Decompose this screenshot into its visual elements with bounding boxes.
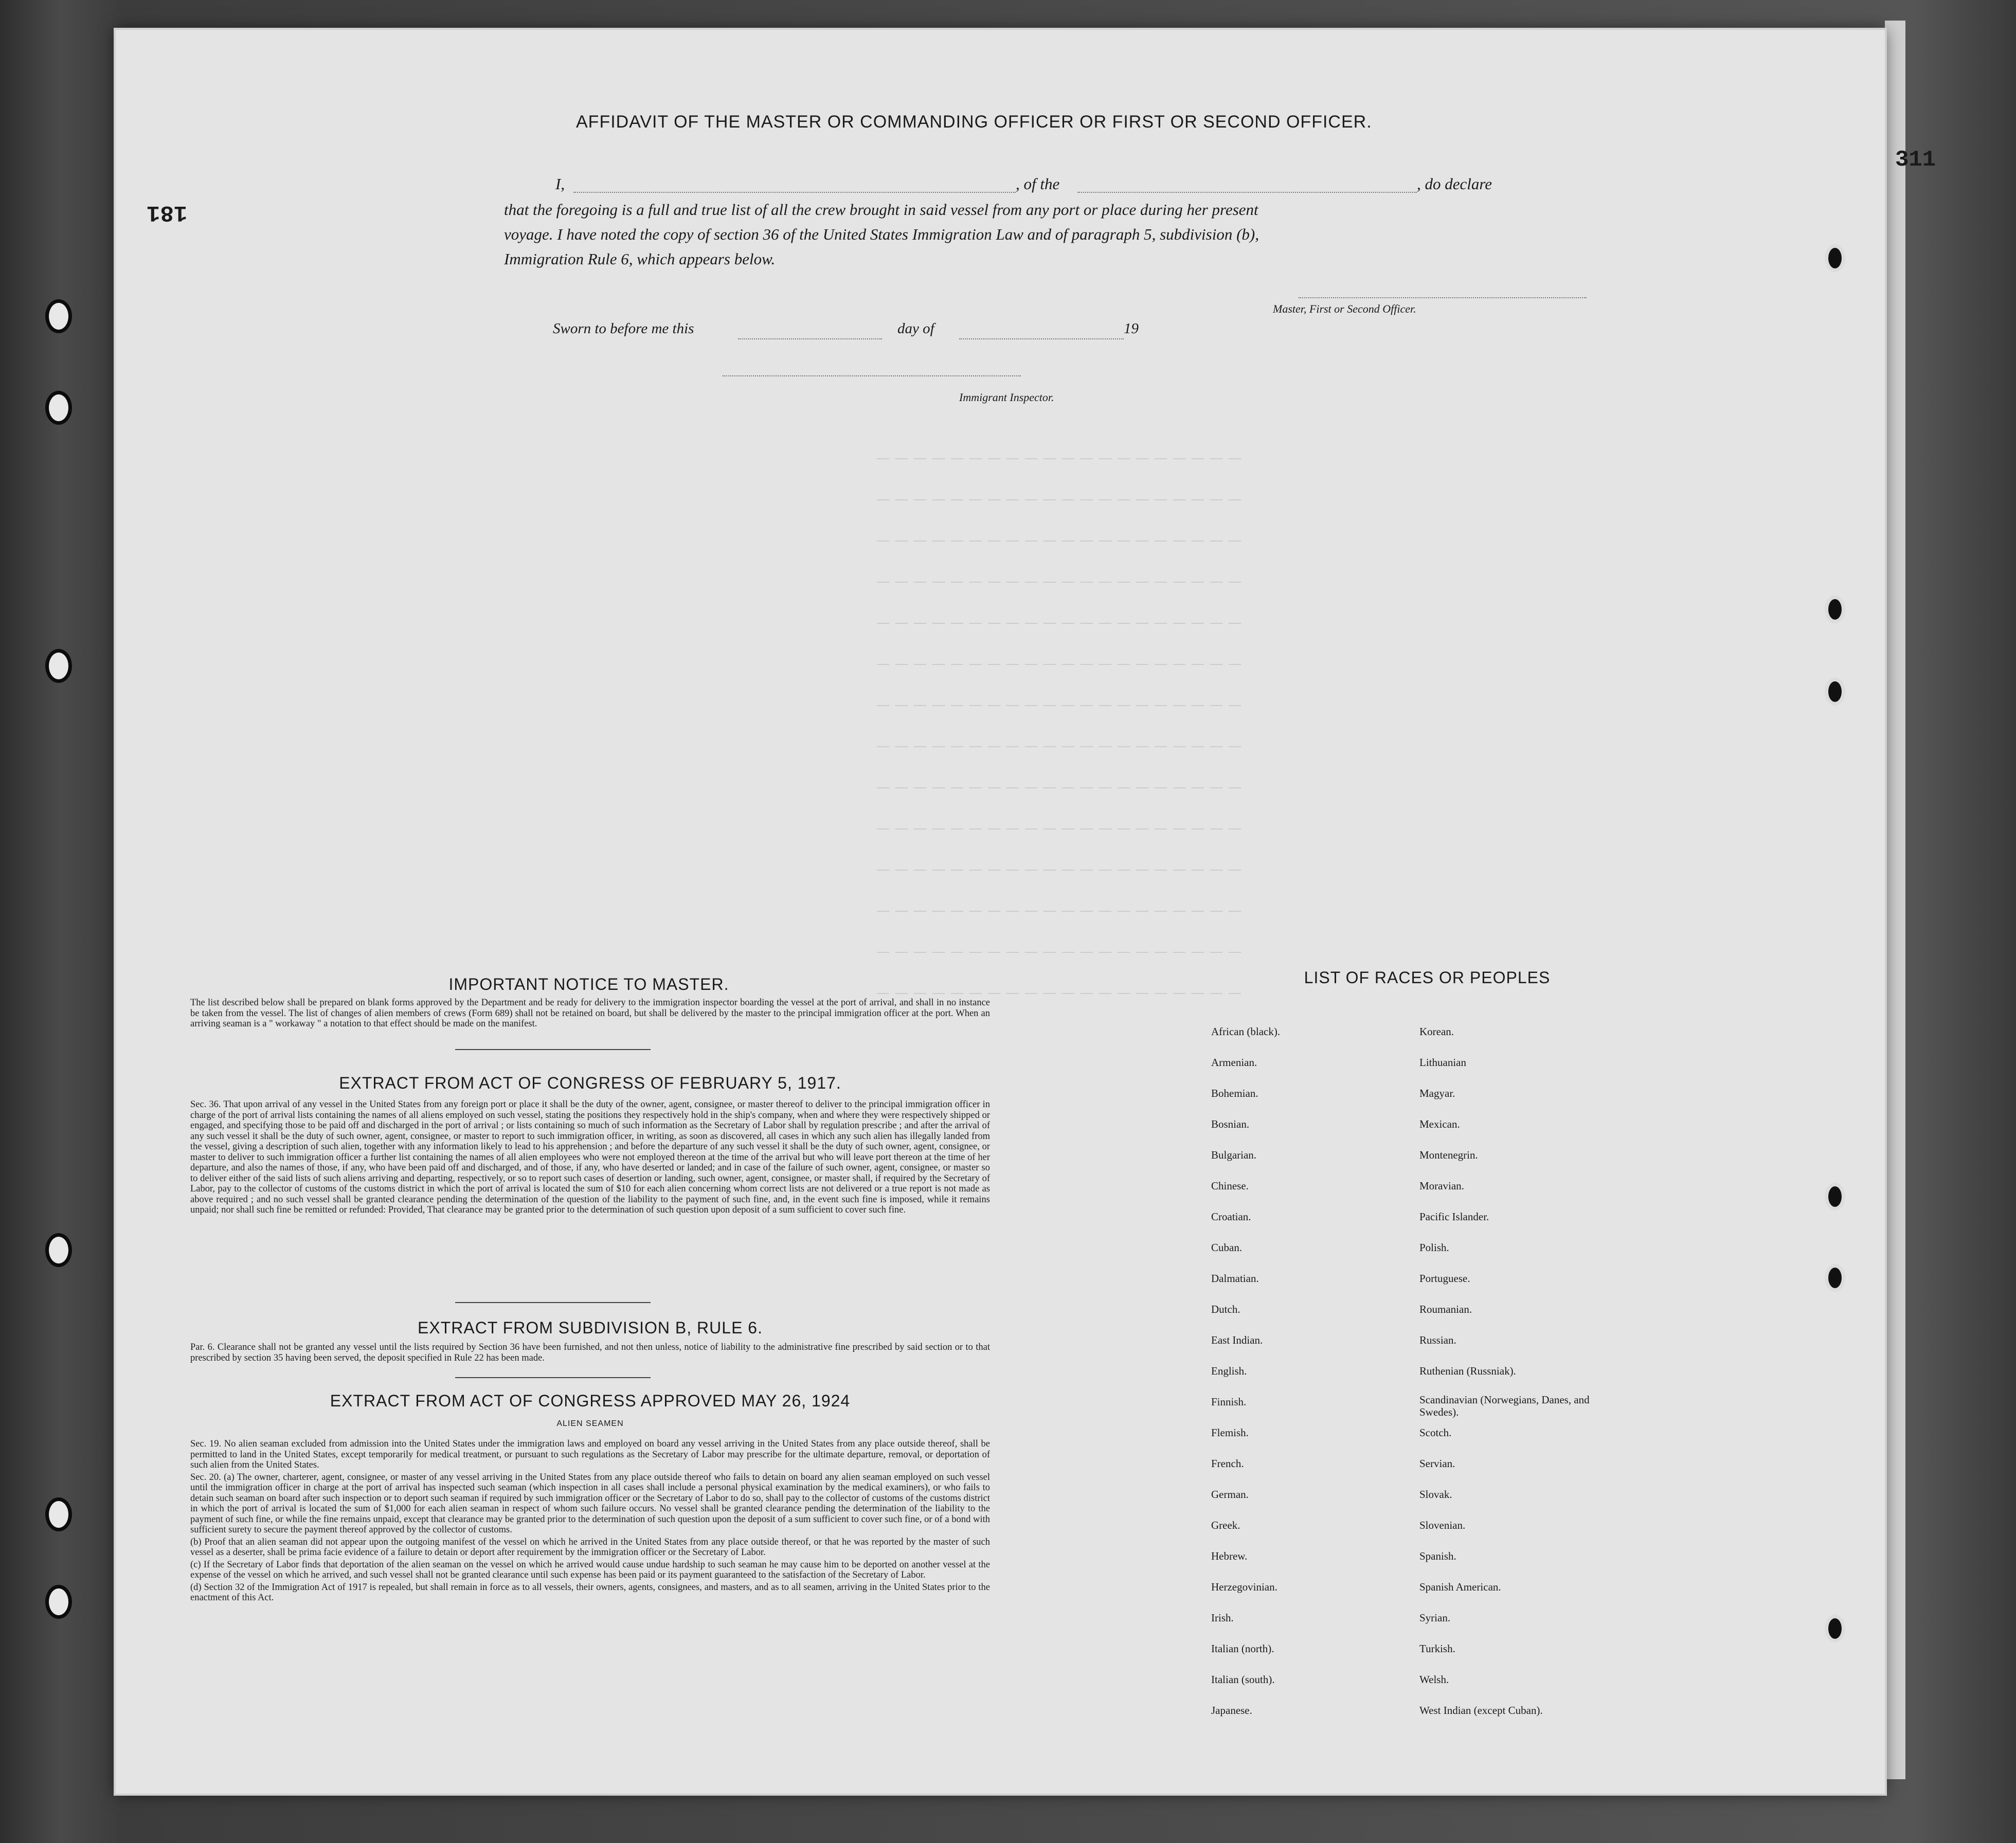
affidavit-line-3: voyage. I have noted the copy of section 36 of the United States Immigration Law and of paragraph 5, subdivision (b), (504, 225, 1259, 243)
document-page: — — — — — — — — — — — — — — — — — — — — — — — — — — — — — — — — — — — — — — — — — — — — — — — — — — — — — — — — — — — — — — — — — — — — — — — — — — — — — — — — — — — — — — — — — — — — — — — — — — — — — — — — — — — — — — — — — — — — — — — — — — — — — — — — — — — — — — — — — — — — — — — — — — — — — — — — — — — — — — — — — — — — — — — — — — — — — — — — — — — — — — — — — — — — — — — — — — — — — — — — — — — — — — — — — — — — — — — — — — — — — — — — — — — — — — — — — — — — — — — — — — — — — — — — — — — — — — — — — — — — — — — — — — — — — — — — — — — — — — — — 181 311 AFFIDAVIT OF THE MASTER OR COMMANDING OFFICER OR FIRST OR SECOND OFFICER. I, , of the , do declare that the foregoing is a full and true list of all the crew brought in said vessel from any port or place during her present voyage. I have noted the copy of section 36 of the United States Immigration Law and of paragraph 5, subdivision (b), Immigration Rule 6, which appears below. Master, First or Second Officer. Sworn to before me this day of 19 Immigrant Inspector. IMPORTANT NOTICE TO MASTER. The list described below shall be prepared on blank forms approved by the Department and be ready for delivery to the immigration inspector boarding the vessel at the port of arrival, and shall in no instance be taken from the vessel. The list of changes of alien members of crews (Form 689) shall not be retained on board, but shall be delivered by the master to the principal immigration officer at the port. When an arriving seaman is a " workaway " a notation to that effect should be made on the manifest. EXTRACT FROM ACT OF CONGRESS OF FEBRUARY 5, 1917. Sec. 36. That upon arrival of any vessel in the United States from any foreign port or place it shall be the duty of the owner, agent, consignee, or master thereof to deliver to the principal immigration officer in charge of the port of arrival lists containing the names of all aliens employed on such vessel, stating the positions they respectively hold in the ship's company, when and where they were respectively shipped or engaged, and specifying those to be paid off and discharged in the port of arrival ; or lists containing so much of such information as the Secretary of Labor shall by regulation prescribe ; and after the arrival of any such vessel it shall be the duty of such owner, agent, consignee, or master to report to such immigration officer, in writing, as soon as discovered, all cases in which any such alien has illegally landed from the vessel, giving a description of such alien, together with any information likely to lead to his apprehension ; and before the departure of any such vessel it shall be the duty of such owner, agent, consignee, or master to deliver to such immigration officer a further list containing the names of all alien employees who were not employed thereon at the time of the arrival but who will leave port thereon at the time of her departure, and also the names of those, if any, who have been paid off and discharged, and of those, if any, who have deserted or landed; and in case of the failure of such owner, agent, consignee, or master so to deliver either of the said lists of such aliens arriving and departing, respectively, or so to report such cases of desertion or landing, such owner, agent, consignee, or master shall, if required by the Secretary of Labor, pay to the collector of customs of the customs district in which the port of arrival is located the sum of $10 for each alien concerning whom correct lists are not delivered or a true report is not made as above required ; and no such vessel shall be granted clearance pending the determination of the question of the liability to the payment of such fine, and, in the event such fine is imposed, while it remains unpaid; nor shall such fine be remitted or refunded: Provided, That clearance may be granted prior to the determination of such question upon deposit of a sum sufficient to cover such fine. EXTRACT FROM SUBDIVISION B, RULE 6. Par. 6. Clearance shall not be granted any vessel until the lists required by Section 36 have been furnished, and not then unless, notice of liability to the administrative fine prescribed by said section or to that prescribed by section 35 having been served, the deposit specified in Rule 22 has been made. EXTRACT FROM ACT OF CONGRESS APPROVED MAY 26, 1924 ALIEN SEAMEN Sec. 19. No alien seaman excluded from admission into the United States under the immigration laws and employed on board any vessel arriving in the United States from any place outside thereof, shall be permitted to land in the United States, except temporarily for medical treatment, or pursuant to such regulations as the Secretary of Labor may prescribe for the ultimate departure, removal, or deportation of such alien from the United States. Sec. 20. (a) The owner, charterer, agent, consignee, or master of any vessel arriving in the United States from any place outside thereof who fails to detain on board any alien seaman employed on such vessel until the immigration officer in charge at the port of arrival has inspected such seaman (which inspection in all cases shall include a personal physical examination by the medical examiners), or who fails to detain such seaman on board after such inspection or to deport such seaman if required by such immigration officer or the Secretary of Labor to do so, shall pay to the collector of customs of the customs district in which the port of arrival is located the sum of $1,000 for each alien seaman in respect of whom such failure occurs. No vessel shall be granted clearance pending the determination of the liability to the payment of such fine, or while the fine remains unpaid, except that clearance may be granted prior to the determination of such question upon the deposit of a sum sufficient to cover such fine, or of a bond with sufficient surety to secure the payment thereof approved by the collector of customs. (b) Proof that an alien seaman did not appear upon the outgoing manifest of the vessel on which he arrived in the United States from any place outside thereof, or that he was reported by the master of such vessel as a deserter, shall be prima facie evidence of a failure to detain or deport after requirement by the immigration officer or the Secretary of Labor. (c) If the Secretary of Labor finds that deportation of the alien seaman on the vessel on which he arrived would cause undue hardship to such seaman he may cause him to be deported on another vessel at the expense of the vessel on which he arrived, and such vessel shall not be granted clearance until such expense has been paid or its payment guaranteed to the satisfaction of the Secretary of Labor. (d) Section 32 of the Immigration Act of 1917 is repealed, but shall remain in force as to all vessels, their owners, agents, consignees, and masters, and as to all seamen, arriving in the United States prior to the enactment of this Act. LIST OF RACES OR PEOPLES African (black). Armenian. Bohemian. Bosnian. Bulgarian. Chinese. Croatian. Cuban. Dalmatian. Dutch. East Indian. English. Finnish. Flemish. French. German. Greek. Hebrew. Herzegovinian. Irish. Italian (north). Italian (south). Japanese. Korean. Lithuanian Magyar. Mexican. Montenegrin. Moravian. Pacific Islander. Polish. Portuguese. Roumanian. Russian. Ruthenian (Russniak). Scandinavian (Norwegians, Danes, and Swedes). Scotch. Servian. Slovak. Slovenian. Spanish. Spanish American. Syrian. Turkish. Welsh. West Indian (except Cuban). (116, 30, 1885, 1794)
race-item: Magyar. (1419, 1087, 1455, 1099)
affidavit-do-declare: , do declare (1417, 175, 1492, 193)
name-blank-line (573, 192, 1016, 193)
race-item: Spanish. (1419, 1550, 1456, 1562)
page-number-stamp-left: 181 (147, 200, 188, 225)
race-item: Bosnian. (1211, 1118, 1250, 1130)
separator-rule (455, 1302, 651, 1303)
sworn-month-line (959, 338, 1124, 339)
race-item: Dalmatian. (1211, 1272, 1259, 1285)
affidavit-of-the: , of the (1016, 175, 1060, 193)
race-item: Mexican. (1419, 1118, 1460, 1130)
extract-1917-heading: EXTRACT FROM ACT OF CONGRESS OF FEBRUARY 5, 1917. (339, 1074, 841, 1092)
race-item: Scotch. (1419, 1426, 1452, 1439)
race-item: Ruthenian (Russniak). (1419, 1365, 1516, 1377)
inspector-label: Immigrant Inspector. (959, 391, 1054, 404)
page-number-stamp-right: 311 (1895, 147, 1936, 173)
race-item: Roumanian. (1419, 1303, 1472, 1315)
binder-hole-icon (1825, 244, 1845, 272)
race-item: English. (1211, 1365, 1247, 1377)
extract-1924-sec20a: Sec. 20. (a) The owner, charterer, agent, consignee, or master of any vessel arriving in the United States from any place outside thereof who fails to detain on board any alien seaman employed on such vessel until the immigration officer in charge at the port of arrival has inspected such seaman (which inspection in all cases shall include a personal physical examination by the medical examiners), or who fails to detain such seaman on board after such inspection or to deport such seaman if required by such immigration officer or the Secretary of Labor to do so, shall pay to the collector of customs of the customs district in which the port of arrival is located the sum of $1,000 for each alien seaman in respect of whom such failure occurs. No vessel shall be granted clearance pending the determination of the liability to the payment of such fine, or while the fine remains unpaid, except that clearance may be granted prior to the determination of such question upon the deposit of a sum sufficient to cover such fine, or of a bond with sufficient surety to secure the payment thereof approved by the collector of customs. (190, 1472, 990, 1535)
race-item: Portuguese. (1419, 1272, 1470, 1285)
race-item: West Indian (except Cuban). (1419, 1704, 1543, 1716)
extract-1924-body (190, 1439, 990, 1603)
affidavit-i: I, (555, 175, 565, 193)
race-item: Lithuanian (1419, 1056, 1466, 1069)
extract-1917-text: Sec. 36. That upon arrival of any vessel in the United States from any foreign port or place it shall be the duty of the owner, agent, consignee, or master thereof to deliver to the principal immigration officer in charge of the port of arrival lists containing the names of all aliens employed on such vessel, stating the positions they respectively hold in the ship's company, when and where they were respectively shipped or engaged, and specifying those to be paid off and discharged in the port of arrival ; or lists containing so much of such information as the Secretary of Labor shall by regulation prescribe ; and after the arrival of any such vessel it shall be the duty of such owner, agent, consignee, or master to report to such immigration officer, in writing, as soon as discovered, all cases in which any such alien has illegally landed from the vessel, giving a description of such alien, together with any information likely to lead to his apprehension ; and before the departure of any such vessel it shall be the duty of such owner, agent, consignee, or master to deliver to such immigration officer a further list containing the names of all alien employees who were not employed thereon at the time of the arrival but who will leave port thereon at the time of her departure, and also the names of those, if any, who have been paid off and discharged, and of those, if any, who have deserted or landed; and in case of the failure of such owner, agent, consignee, or master so to deliver either of the said lists of such aliens arriving and departing, respectively, or so to report such cases of desertion or landing, such owner, agent, consignee, or master shall, if required by the Secretary of Labor, pay to the collector of customs of the customs district in which the port of arrival is located the sum of $10 for each alien concerning whom correct lists are not delivered or a true report is not made as above required ; and no such vessel shall be granted clearance pending the determination of the question of the liability to the payment of such fine, and, in the event such fine is imposed, while it remains unpaid; nor shall such fine be remitted or refunded: Provided, That clearance may be granted prior to the determination of such question upon deposit of a sum sufficient to cover such fine. (190, 1099, 990, 1215)
vessel-blank-line (1077, 192, 1417, 193)
extract-1924-sec20b: (b) Proof that an alien seaman did not appear upon the outgoing manifest of the vessel on which he arrived in the United States from any place outside thereof, or that he was reported by the master of such vessel as a deserter, shall be prima facie evidence of a failure to detain or deport after requirement by the immigration officer or the Secretary of Labor. (190, 1537, 990, 1558)
race-item: Welsh. (1419, 1673, 1449, 1686)
race-item: Finnish. (1211, 1396, 1247, 1408)
race-item: Italian (north). (1211, 1642, 1274, 1655)
race-item: Spanish American. (1419, 1581, 1501, 1593)
master-signature-line (1299, 297, 1587, 298)
race-item: Dutch. (1211, 1303, 1240, 1315)
race-item: Slovenian. (1419, 1519, 1466, 1531)
race-item: Servian. (1419, 1457, 1455, 1470)
inspector-signature-line (723, 375, 1021, 376)
subdivision-text: Par. 6. Clearance shall not be granted any vessel until the lists required by Section 36 have been furnished, and not then unless, notice of liability to the administrative fine prescribed by said section or to that prescribed by section 35 having been served, the deposit specified in Rule 22 has been made. (190, 1342, 990, 1363)
affidavit-title: AFFIDAVIT OF THE MASTER OR COMMANDING OFFICER OR FIRST OR SECOND OFFICER. (576, 112, 1372, 132)
race-item: Japanese. (1211, 1704, 1252, 1716)
separator-rule (455, 1049, 651, 1050)
binder-hole-icon (45, 1497, 72, 1531)
race-item: Armenian. (1211, 1056, 1257, 1069)
race-item: Slovak. (1419, 1488, 1452, 1501)
race-item: Hebrew. (1211, 1550, 1248, 1562)
race-item: Cuban. (1211, 1241, 1243, 1254)
race-item: Bulgarian. (1211, 1149, 1257, 1161)
race-item: Irish. (1211, 1612, 1234, 1624)
master-signature-label: Master, First or Second Officer. (1273, 302, 1416, 315)
race-item: Montenegrin. (1419, 1149, 1478, 1161)
binder-hole-icon (1825, 1183, 1845, 1210)
year-label: 19 (1124, 320, 1139, 337)
race-item: Russian. (1419, 1334, 1456, 1346)
binder-hole-icon (45, 1585, 72, 1619)
extract-1924-sec20c: (c) If the Secretary of Labor finds that deportation of the alien seaman on the vessel on which he arrived would cause undue hardship to such seaman he may cause him to be deported on another vessel at the expense of the vessel on which he arrived, and such vessel shall not be granted clearance until such expense has been paid or its payment guaranteed to the satisfaction of the Secretary of Labor. (190, 1559, 990, 1580)
race-item: Chinese. (1211, 1180, 1249, 1192)
page-edge (1885, 21, 1905, 1779)
race-item: Syrian. (1419, 1612, 1451, 1624)
binder-hole-icon (1825, 678, 1845, 706)
affidavit-line-4: Immigration Rule 6, which appears below. (504, 250, 776, 268)
binder-hole-icon (45, 649, 72, 683)
race-item: Bohemian. (1211, 1087, 1258, 1099)
day-of-label: day of (897, 320, 934, 337)
extract-1924-subheading: ALIEN SEAMEN (556, 1419, 624, 1428)
affidavit-line-2: that the foregoing is a full and true list of all the crew brought in said vessel from any port or place during her present (504, 201, 1258, 219)
binder-hole-icon (1825, 1264, 1845, 1292)
notice-heading: IMPORTANT NOTICE TO MASTER. (448, 975, 729, 993)
race-item: Greek. (1211, 1519, 1240, 1531)
binder-hole-icon (45, 1233, 72, 1267)
race-item: Moravian. (1419, 1180, 1464, 1192)
race-item: African (black). (1211, 1025, 1281, 1038)
binder-hole-icon (45, 391, 72, 425)
sworn-day-line (738, 338, 882, 339)
race-item: Pacific Islander. (1419, 1210, 1489, 1223)
race-item: Scandinavian (Norwegians, Danes, and Swedes). (1419, 1394, 1590, 1418)
race-item: French. (1211, 1457, 1244, 1470)
extract-1924-sec20d: (d) Section 32 of the Immigration Act of 1917 is repealed, but shall remain in force as to all vessels, their owners, agents, consignees, and masters, and as to all seamen, arriving in the United States prior to the enactment of this Act. (190, 1582, 990, 1603)
race-item: Polish. (1419, 1241, 1449, 1254)
race-item: East Indian. (1211, 1334, 1263, 1346)
races-heading: LIST OF RACES OR PEOPLES (1304, 968, 1551, 987)
binder-hole-icon (1825, 595, 1845, 623)
race-item: Turkish. (1419, 1642, 1455, 1655)
sworn-label: Sworn to before me this (553, 320, 694, 337)
binder-hole-icon (45, 299, 72, 333)
race-item: Korean. (1419, 1025, 1454, 1038)
race-item: Italian (south). (1211, 1673, 1275, 1686)
race-item: Croatian. (1211, 1210, 1251, 1223)
separator-rule (455, 1377, 651, 1378)
notice-text: The list described below shall be prepared on blank forms approved by the Department and be ready for delivery to the immigration inspector boarding the vessel at the port of arrival, and shall in no instance be taken from the vessel. The list of changes of alien members of crews (Form 689) shall not be retained on board, but shall be delivered by the master to the principal immigration officer at the port. When an arriving seaman is a " workaway " a notation to that effect should be made on the manifest. (190, 998, 990, 1029)
extract-1924-sec19: Sec. 19. No alien seaman excluded from admission into the United States under the immigration laws and employed on board any vessel arriving in the United States from any place outside thereof, shall be permitted to land in the United States, except temporarily for medical treatment, or pursuant to such regulations as the Secretary of Labor may prescribe for the ultimate departure, removal, or deportation of such alien from the United States. (190, 1439, 990, 1470)
race-item: German. (1211, 1488, 1249, 1501)
subdivision-heading: EXTRACT FROM SUBDIVISION B, RULE 6. (418, 1318, 763, 1337)
race-item: Herzegovinian. (1211, 1581, 1277, 1593)
race-item: Flemish. (1211, 1426, 1249, 1439)
binder-hole-icon (1825, 1615, 1845, 1642)
extract-1924-heading: EXTRACT FROM ACT OF CONGRESS APPROVED MAY 26, 1924 (330, 1392, 851, 1410)
